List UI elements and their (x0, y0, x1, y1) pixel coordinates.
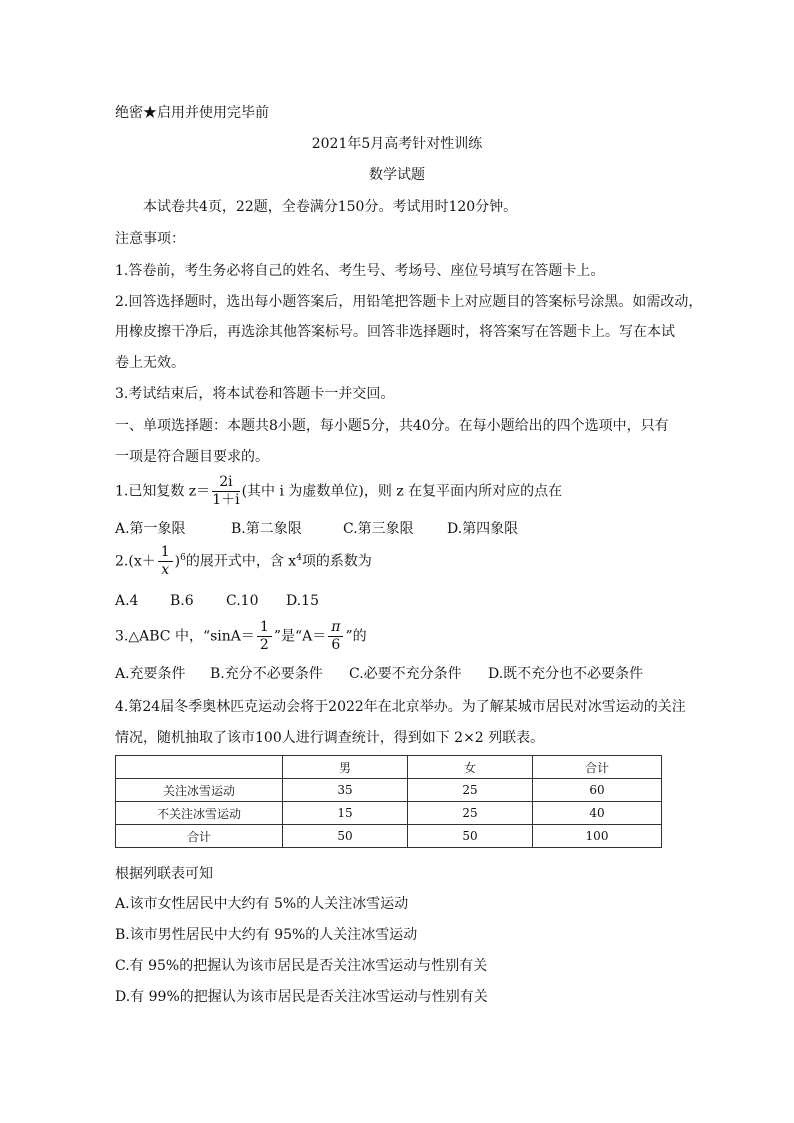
q3-numerator-2: π (328, 619, 343, 637)
q4-line-2: 情况，随机抽取了该市100人进行调查统计，得到如下 2×2 列联表。 (115, 730, 545, 746)
table-row (116, 779, 662, 802)
q2-text: 的展开式中，含 x (185, 553, 297, 570)
q2-exponent: 6 (180, 552, 186, 563)
section-1-line-2: 一项是符合题目要求的。 (115, 449, 269, 465)
q4-option-a: A.该市女性居民中大约有 5%的人关注冰雪运动 (115, 896, 409, 912)
section-1-line-1: 一、单项选择题：本题共8小题，每小题5分，共40分。在每小题给出的四个选项中，只有 (115, 418, 669, 434)
secret-label: 绝密★启用并使用完毕前 (115, 105, 269, 121)
q2-suffix: 项的系数为 (301, 553, 372, 570)
q2-power: 4 (296, 552, 302, 563)
q1-option-d: D.第四象限 (447, 521, 519, 537)
table-header-cell: 男 (283, 756, 408, 779)
q4-lead: 根据列联表可知 (115, 866, 213, 882)
table-header-row (116, 756, 662, 779)
table-cell: 25 (408, 802, 533, 825)
q3-fraction-1 (257, 619, 272, 654)
question-3 (115, 619, 367, 654)
q3-numerator-1: 1 (257, 619, 272, 637)
q3-options (115, 664, 643, 684)
q2-option-a: A.4 (115, 593, 139, 609)
q4-option-c: C.有 95%的把握认为该市居民是否关注冰雪运动与性别有关 (115, 958, 488, 974)
q3-fraction-2 (328, 619, 343, 654)
table-cell: 关注冰雪运动 (116, 779, 283, 802)
q3-prefix: 3.△ABC 中，“sinA＝ (115, 628, 255, 645)
note-2-line-1: 2.回答选择题时，选出每小题答案后，用铅笔把答题卡上对应题目的答案标号涂黑。如需改动， (115, 294, 703, 310)
q1-option-c: C.第三象限 (343, 521, 414, 537)
note-2-line-3: 卷上无效。 (115, 355, 185, 371)
table-cell: 60 (533, 779, 662, 802)
table-cell: 50 (408, 825, 533, 848)
q1-prefix: 1.已知复数 z＝ (115, 483, 211, 500)
contingency-table (115, 755, 662, 848)
table-cell: 100 (533, 825, 662, 848)
q3-denominator-2: 6 (331, 637, 341, 653)
q2-option-b: B.6 (170, 593, 194, 609)
q1-denominator: 1＋i (212, 492, 240, 508)
q1-numerator: 2i (212, 474, 239, 492)
exam-title: 2021年5月高考针对性训练 (311, 136, 483, 152)
note-1: 1.答卷前，考生务必将自己的姓名、考生号、考场号、座位号填写在答题卡上。 (115, 263, 605, 279)
question-2 (115, 544, 372, 579)
q2-close-paren: ) (174, 553, 181, 570)
subject-title: 数学试题 (369, 167, 425, 183)
table-cell: 合计 (116, 825, 283, 848)
table-row (116, 825, 662, 848)
table-header-cell (116, 756, 283, 779)
q2-options (115, 591, 319, 611)
note-2-line-2: 用橡皮擦干净后，再选涂其他答案标号。回答非选择题时，将答案写在答题卡上。写在本试 (115, 324, 675, 340)
table-cell: 50 (283, 825, 408, 848)
table-cell: 15 (283, 802, 408, 825)
q2-option-c: C.10 (226, 593, 259, 609)
table-cell: 不关注冰雪运动 (116, 802, 283, 825)
table-cell: 25 (408, 779, 533, 802)
q3-option-c: C.必要不充分条件 (349, 666, 462, 682)
q2-fraction (158, 544, 173, 579)
note-3: 3.考试结束后，将本试卷和答题卡一并交回。 (115, 386, 395, 402)
q3-option-b: B.充分不必要条件 (210, 666, 323, 682)
table-cell: 35 (283, 779, 408, 802)
q2-prefix: 2.(x＋ (115, 553, 156, 570)
q1-suffix: (其中 i 为虚数单位)，则 z 在复平面内所对应的点在 (241, 483, 563, 500)
question-1 (115, 474, 562, 509)
q3-option-d: D.既不充分也不必要条件 (488, 666, 644, 682)
q1-option-a: A.第一象限 (115, 521, 186, 537)
q3-option-a: A.充要条件 (115, 666, 186, 682)
q4-line-1: 4.第24届冬季奥林匹克运动会将于2022年在北京举办。为了解某城市居民对冰雪运动的关注 (115, 699, 686, 715)
table-cell: 40 (533, 802, 662, 825)
q4-option-b: B.该市男性居民中大约有 95%的人关注冰雪运动 (115, 927, 418, 943)
q4-option-d: D.有 99%的把握认为该市居民是否关注冰雪运动与性别有关 (115, 989, 488, 1005)
q1-option-b: B.第二象限 (231, 521, 302, 537)
exam-intro: 本试卷共4页，22题，全卷满分150分。考试用时120分钟。 (143, 199, 518, 215)
table-row (116, 802, 662, 825)
q2-denominator: x (161, 562, 170, 578)
q2-option-d: D.15 (286, 593, 319, 609)
notes-heading: 注意事项： (115, 231, 185, 247)
q3-suffix: ”的 (345, 628, 367, 645)
table-header-cell: 合计 (533, 756, 662, 779)
q3-denominator-1: 2 (259, 637, 269, 653)
q2-numerator: 1 (158, 544, 173, 562)
q3-middle: ”是“A＝ (273, 628, 327, 645)
q1-options (115, 519, 518, 539)
table-header-cell: 女 (408, 756, 533, 779)
q1-fraction (212, 474, 239, 509)
